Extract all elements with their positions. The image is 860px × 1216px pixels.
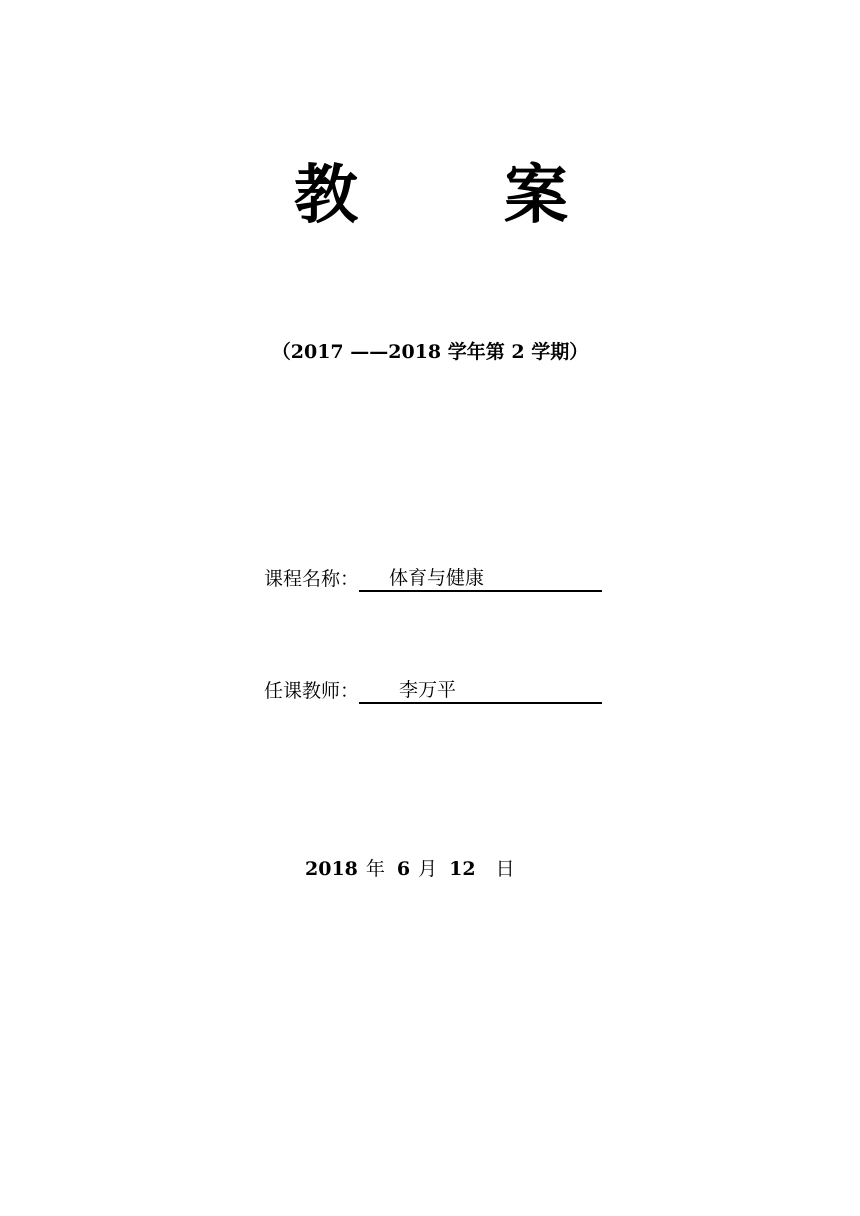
title-char-2: 案: [504, 159, 568, 233]
date-day: 12: [449, 858, 476, 880]
course-name-label: 课程名称：: [264, 568, 360, 590]
date-day-unit: 日: [495, 858, 515, 880]
date-year: 2018: [305, 858, 358, 880]
teacher-underline: [359, 676, 602, 704]
document-date: [305, 855, 515, 883]
course-name-field: [264, 562, 602, 592]
course-name-underline: [359, 564, 602, 592]
date-month-unit: 月: [418, 858, 438, 880]
course-name-value: 体育与健康: [389, 567, 485, 589]
date-year-unit: 年: [365, 858, 385, 880]
teacher-label: 任课教师：: [264, 680, 360, 702]
academic-term: （2017 ——2018 学年第 2 学期）: [271, 341, 589, 363]
teacher-value: 李万平: [399, 679, 457, 701]
date-month: 6: [396, 858, 411, 880]
teacher-field: [264, 674, 602, 704]
title-char-1: 教: [294, 159, 358, 233]
